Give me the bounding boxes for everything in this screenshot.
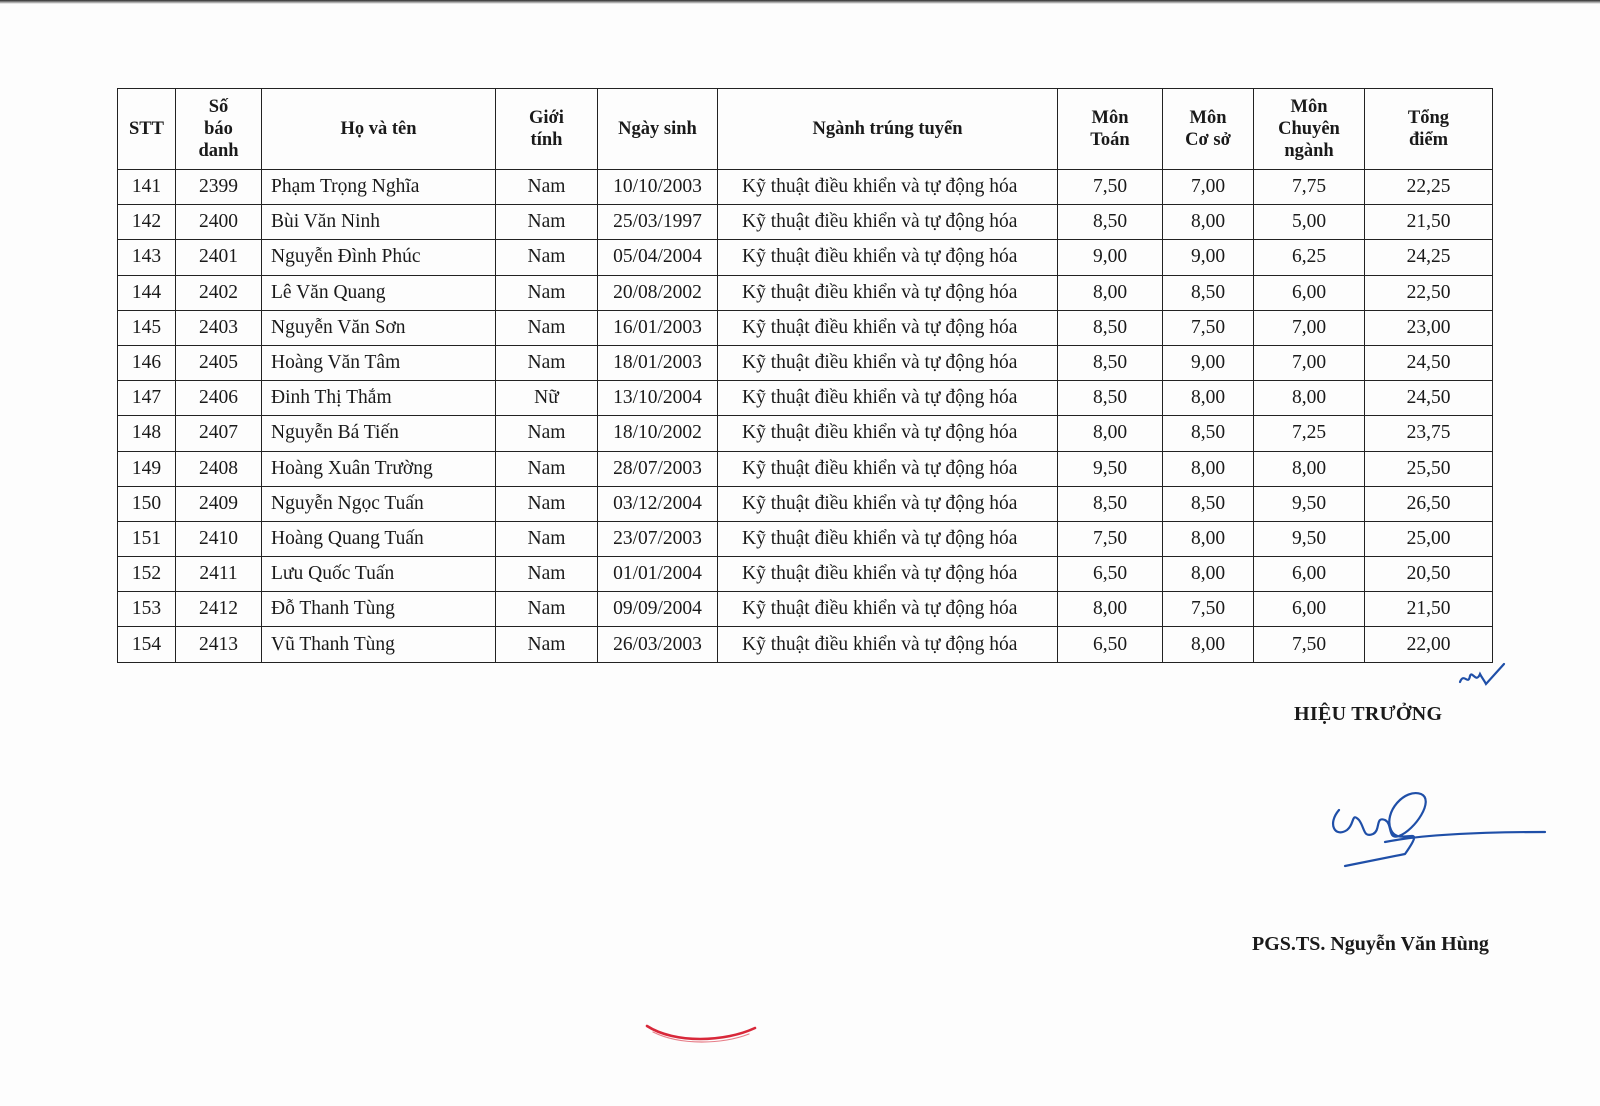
cell-sbd: 2410 bbox=[176, 521, 262, 556]
cell-name: Vũ Thanh Tùng bbox=[262, 627, 496, 662]
cell-total: 25,50 bbox=[1365, 451, 1493, 486]
header-spec: Môn Chuyên ngành bbox=[1254, 89, 1365, 170]
cell-major: Kỹ thuật điều khiển và tự động hóa bbox=[718, 205, 1058, 240]
cell-dob: 13/10/2004 bbox=[598, 381, 718, 416]
cell-sbd: 2403 bbox=[176, 310, 262, 345]
header-math: Môn Toán bbox=[1058, 89, 1163, 170]
cell-total: 22,25 bbox=[1365, 170, 1493, 205]
header-name: Họ và tên bbox=[262, 89, 496, 170]
principal-title: HIỆU TRƯỞNG bbox=[1294, 703, 1443, 725]
table-row bbox=[118, 416, 1493, 451]
cell-spec: 5,00 bbox=[1254, 205, 1365, 240]
cell-major: Kỹ thuật điều khiển và tự động hóa bbox=[718, 557, 1058, 592]
cell-name: Nguyễn Đình Phúc bbox=[262, 240, 496, 275]
cell-total: 21,50 bbox=[1365, 592, 1493, 627]
cell-major: Kỹ thuật điều khiển và tự động hóa bbox=[718, 486, 1058, 521]
cell-base: 8,50 bbox=[1163, 275, 1254, 310]
header-dob: Ngày sinh bbox=[598, 89, 718, 170]
cell-name: Lê Văn Quang bbox=[262, 275, 496, 310]
cell-sbd: 2413 bbox=[176, 627, 262, 662]
cell-dob: 03/12/2004 bbox=[598, 486, 718, 521]
cell-base: 8,50 bbox=[1163, 416, 1254, 451]
table-row bbox=[118, 627, 1493, 662]
cell-major: Kỹ thuật điều khiển và tự động hóa bbox=[718, 345, 1058, 380]
table-row bbox=[118, 240, 1493, 275]
cell-dob: 16/01/2003 bbox=[598, 310, 718, 345]
cell-major: Kỹ thuật điều khiển và tự động hóa bbox=[718, 592, 1058, 627]
cell-name: Hoàng Xuân Trường bbox=[262, 451, 496, 486]
cell-major: Kỹ thuật điều khiển và tự động hóa bbox=[718, 275, 1058, 310]
cell-gender: Nam bbox=[496, 205, 598, 240]
cell-sbd: 2412 bbox=[176, 592, 262, 627]
cell-major: Kỹ thuật điều khiển và tự động hóa bbox=[718, 627, 1058, 662]
cell-name: Đỗ Thanh Tùng bbox=[262, 592, 496, 627]
table-row bbox=[118, 451, 1493, 486]
cell-sbd: 2400 bbox=[176, 205, 262, 240]
cell-major: Kỹ thuật điều khiển và tự động hóa bbox=[718, 381, 1058, 416]
cell-spec: 9,50 bbox=[1254, 521, 1365, 556]
cell-dob: 09/09/2004 bbox=[598, 592, 718, 627]
cell-total: 23,75 bbox=[1365, 416, 1493, 451]
cell-major: Kỹ thuật điều khiển và tự động hóa bbox=[718, 416, 1058, 451]
table-header-row bbox=[118, 89, 1493, 170]
cell-gender: Nam bbox=[496, 592, 598, 627]
cell-stt: 154 bbox=[118, 627, 176, 662]
cell-total: 24,50 bbox=[1365, 345, 1493, 380]
cell-gender: Nam bbox=[496, 240, 598, 275]
header-major: Ngành trúng tuyển bbox=[718, 89, 1058, 170]
cell-base: 7,50 bbox=[1163, 592, 1254, 627]
cell-stt: 144 bbox=[118, 275, 176, 310]
cell-stt: 153 bbox=[118, 592, 176, 627]
cell-gender: Nam bbox=[496, 345, 598, 380]
cell-spec: 9,50 bbox=[1254, 486, 1365, 521]
cell-sbd: 2402 bbox=[176, 275, 262, 310]
cell-math: 9,50 bbox=[1058, 451, 1163, 486]
cell-sbd: 2409 bbox=[176, 486, 262, 521]
cell-total: 26,50 bbox=[1365, 486, 1493, 521]
cell-gender: Nam bbox=[496, 521, 598, 556]
cell-math: 6,50 bbox=[1058, 557, 1163, 592]
cell-major: Kỹ thuật điều khiển và tự động hóa bbox=[718, 170, 1058, 205]
cell-major: Kỹ thuật điều khiển và tự động hóa bbox=[718, 451, 1058, 486]
cell-gender: Nam bbox=[496, 451, 598, 486]
cell-stt: 147 bbox=[118, 381, 176, 416]
cell-dob: 28/07/2003 bbox=[598, 451, 718, 486]
cell-major: Kỹ thuật điều khiển và tự động hóa bbox=[718, 521, 1058, 556]
cell-math: 8,50 bbox=[1058, 486, 1163, 521]
header-total: Tổng điểm bbox=[1365, 89, 1493, 170]
table-row bbox=[118, 486, 1493, 521]
cell-base: 8,00 bbox=[1163, 451, 1254, 486]
cell-math: 8,50 bbox=[1058, 310, 1163, 345]
cell-sbd: 2411 bbox=[176, 557, 262, 592]
table-row bbox=[118, 170, 1493, 205]
cell-name: Đinh Thị Thắm bbox=[262, 381, 496, 416]
initial-signature-mark bbox=[1456, 662, 1506, 690]
cell-spec: 7,00 bbox=[1254, 345, 1365, 380]
cell-spec: 7,25 bbox=[1254, 416, 1365, 451]
cell-base: 8,50 bbox=[1163, 486, 1254, 521]
table-row bbox=[118, 310, 1493, 345]
cell-spec: 6,00 bbox=[1254, 557, 1365, 592]
cell-total: 24,50 bbox=[1365, 381, 1493, 416]
cell-gender: Nam bbox=[496, 170, 598, 205]
cell-dob: 18/10/2002 bbox=[598, 416, 718, 451]
cell-math: 8,00 bbox=[1058, 416, 1163, 451]
cell-stt: 150 bbox=[118, 486, 176, 521]
cell-gender: Nam bbox=[496, 627, 598, 662]
cell-stt: 146 bbox=[118, 345, 176, 380]
cell-dob: 18/01/2003 bbox=[598, 345, 718, 380]
cell-math: 8,00 bbox=[1058, 275, 1163, 310]
cell-stt: 148 bbox=[118, 416, 176, 451]
cell-spec: 6,00 bbox=[1254, 275, 1365, 310]
header-gender: Giới tính bbox=[496, 89, 598, 170]
table-row bbox=[118, 592, 1493, 627]
cell-base: 7,00 bbox=[1163, 170, 1254, 205]
cell-stt: 151 bbox=[118, 521, 176, 556]
cell-sbd: 2405 bbox=[176, 345, 262, 380]
cell-stt: 152 bbox=[118, 557, 176, 592]
cell-spec: 7,00 bbox=[1254, 310, 1365, 345]
cell-base: 7,50 bbox=[1163, 310, 1254, 345]
cell-spec: 6,25 bbox=[1254, 240, 1365, 275]
table-row bbox=[118, 381, 1493, 416]
cell-spec: 7,75 bbox=[1254, 170, 1365, 205]
cell-name: Lưu Quốc Tuấn bbox=[262, 557, 496, 592]
cell-stt: 143 bbox=[118, 240, 176, 275]
cell-dob: 20/08/2002 bbox=[598, 275, 718, 310]
table-row bbox=[118, 275, 1493, 310]
cell-sbd: 2399 bbox=[176, 170, 262, 205]
table-row bbox=[118, 521, 1493, 556]
header-stt: STT bbox=[118, 89, 176, 170]
header-base: Môn Cơ sở bbox=[1163, 89, 1254, 170]
cell-major: Kỹ thuật điều khiển và tự động hóa bbox=[718, 310, 1058, 345]
cell-dob: 10/10/2003 bbox=[598, 170, 718, 205]
cell-gender: Nam bbox=[496, 557, 598, 592]
cell-math: 8,00 bbox=[1058, 592, 1163, 627]
principal-signature bbox=[1325, 790, 1547, 880]
cell-dob: 01/01/2004 bbox=[598, 557, 718, 592]
cell-total: 24,25 bbox=[1365, 240, 1493, 275]
cell-math: 9,00 bbox=[1058, 240, 1163, 275]
cell-spec: 7,50 bbox=[1254, 627, 1365, 662]
cell-math: 8,50 bbox=[1058, 381, 1163, 416]
cell-spec: 8,00 bbox=[1254, 451, 1365, 486]
cell-gender: Nữ bbox=[496, 381, 598, 416]
cell-math: 7,50 bbox=[1058, 170, 1163, 205]
cell-sbd: 2406 bbox=[176, 381, 262, 416]
cell-base: 8,00 bbox=[1163, 557, 1254, 592]
cell-dob: 25/03/1997 bbox=[598, 205, 718, 240]
cell-major: Kỹ thuật điều khiển và tự động hóa bbox=[718, 240, 1058, 275]
cell-base: 8,00 bbox=[1163, 381, 1254, 416]
cell-name: Nguyễn Văn Sơn bbox=[262, 310, 496, 345]
cell-dob: 05/04/2004 bbox=[598, 240, 718, 275]
cell-sbd: 2401 bbox=[176, 240, 262, 275]
cell-name: Bùi Văn Ninh bbox=[262, 205, 496, 240]
table-row bbox=[118, 557, 1493, 592]
cell-math: 8,50 bbox=[1058, 205, 1163, 240]
cell-math: 7,50 bbox=[1058, 521, 1163, 556]
cell-base: 8,00 bbox=[1163, 627, 1254, 662]
cell-stt: 149 bbox=[118, 451, 176, 486]
cell-stt: 141 bbox=[118, 170, 176, 205]
cell-base: 9,00 bbox=[1163, 345, 1254, 380]
cell-base: 8,00 bbox=[1163, 205, 1254, 240]
cell-gender: Nam bbox=[496, 486, 598, 521]
table-body bbox=[118, 170, 1493, 663]
table-row bbox=[118, 205, 1493, 240]
cell-dob: 26/03/2003 bbox=[598, 627, 718, 662]
cell-sbd: 2408 bbox=[176, 451, 262, 486]
cell-sbd: 2407 bbox=[176, 416, 262, 451]
cell-math: 6,50 bbox=[1058, 627, 1163, 662]
cell-name: Hoàng Quang Tuấn bbox=[262, 521, 496, 556]
cell-math: 8,50 bbox=[1058, 345, 1163, 380]
cell-spec: 8,00 bbox=[1254, 381, 1365, 416]
cell-base: 9,00 bbox=[1163, 240, 1254, 275]
cell-name: Hoàng Văn Tâm bbox=[262, 345, 496, 380]
cell-name: Phạm Trọng Nghĩa bbox=[262, 170, 496, 205]
cell-spec: 6,00 bbox=[1254, 592, 1365, 627]
stamp-fragment bbox=[645, 1022, 757, 1046]
cell-total: 23,00 bbox=[1365, 310, 1493, 345]
header-sbd: Số báo danh bbox=[176, 89, 262, 170]
cell-gender: Nam bbox=[496, 416, 598, 451]
cell-total: 22,50 bbox=[1365, 275, 1493, 310]
cell-base: 8,00 bbox=[1163, 521, 1254, 556]
scan-edge bbox=[0, 0, 1600, 4]
cell-name: Nguyễn Ngọc Tuấn bbox=[262, 486, 496, 521]
cell-dob: 23/07/2003 bbox=[598, 521, 718, 556]
cell-gender: Nam bbox=[496, 275, 598, 310]
cell-stt: 145 bbox=[118, 310, 176, 345]
cell-total: 20,50 bbox=[1365, 557, 1493, 592]
principal-name: PGS.TS. Nguyễn Văn Hùng bbox=[1252, 933, 1489, 955]
cell-total: 21,50 bbox=[1365, 205, 1493, 240]
admission-results-table bbox=[117, 88, 1493, 663]
cell-stt: 142 bbox=[118, 205, 176, 240]
cell-name: Nguyễn Bá Tiến bbox=[262, 416, 496, 451]
cell-gender: Nam bbox=[496, 310, 598, 345]
cell-total: 25,00 bbox=[1365, 521, 1493, 556]
table-row bbox=[118, 345, 1493, 380]
cell-total: 22,00 bbox=[1365, 627, 1493, 662]
